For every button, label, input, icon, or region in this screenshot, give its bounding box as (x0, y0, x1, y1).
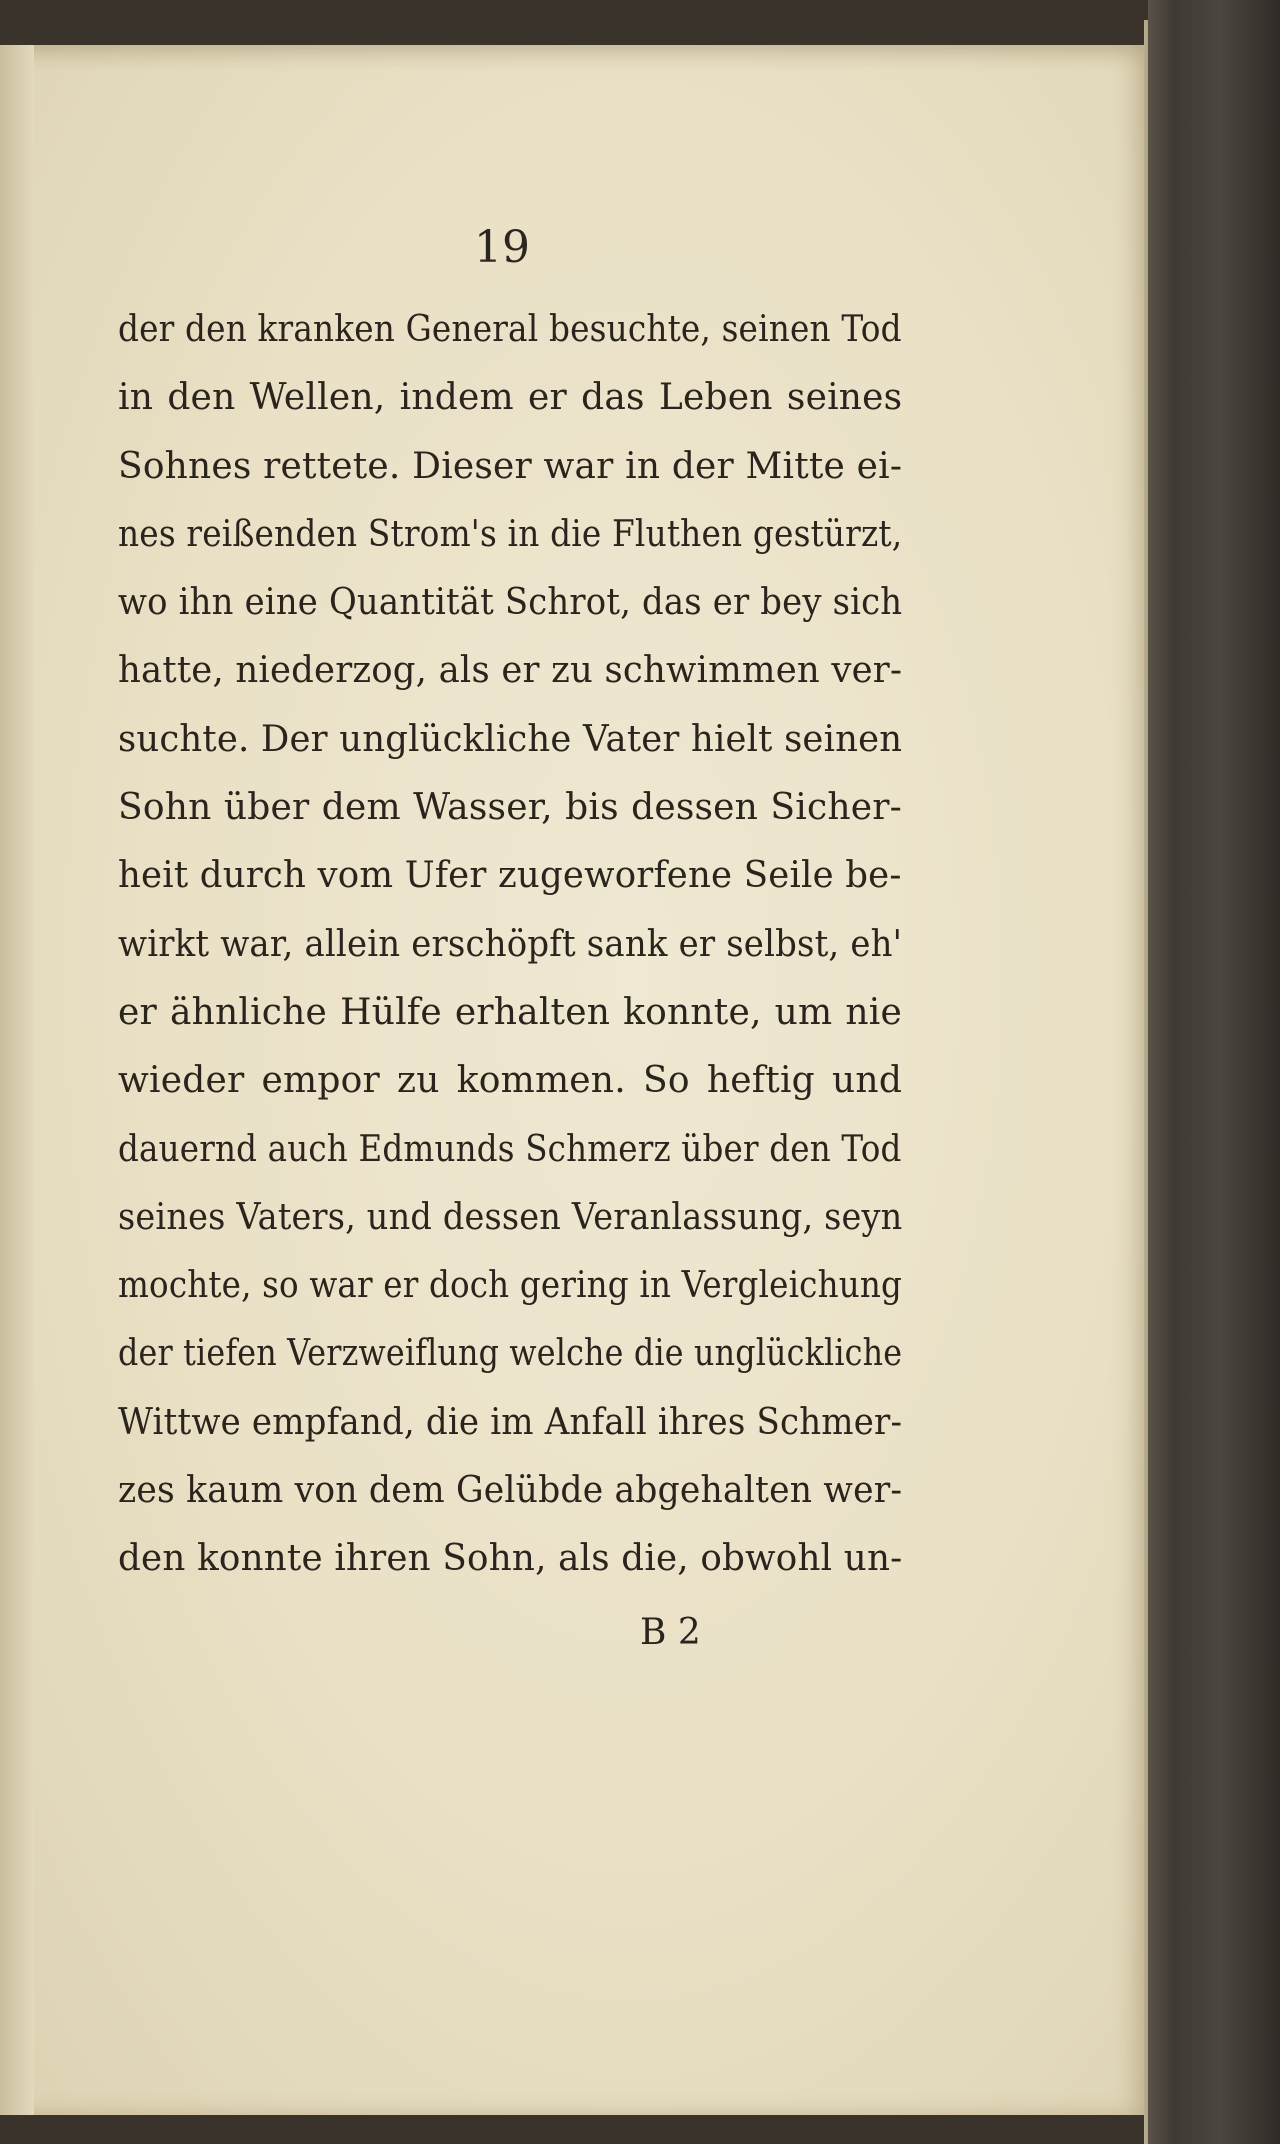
text-line: er ähnliche Hülfe erhalten konnte, um nie (118, 991, 902, 1033)
text-line: wo ihn eine Quantität Schrot, das er bey sich (118, 582, 903, 624)
text-line: wieder empor zu kommen. So heftig und (118, 1060, 903, 1102)
text-line: in den Wellen, indem er das Leben seines (118, 377, 903, 419)
text-line: mochte, so war er doch gering in Vergleichung (118, 1265, 903, 1307)
text-line: den konnte ihren Sohn, als die, obwohl un- (118, 1538, 903, 1580)
text-line: dauernd auch Edmunds Schmerz über den Tod (118, 1128, 902, 1170)
text-line: der den kranken General besuchte, seinen Tod (118, 309, 902, 350)
text-line: hatte, niederzog, als er zu schwimmen ver- (118, 650, 903, 692)
signature-mark: B 2 (640, 1612, 701, 1653)
text-line: heit durch vom Ufer zugeworfene Seile be- (118, 855, 902, 897)
page-gutter (0, 45, 34, 2115)
text-line: suchte. Der unglückliche Vater hielt seinen (118, 718, 903, 760)
text-line: Wittwe empfand, die im Anfall ihres Schmer- (118, 1401, 903, 1443)
text-line: wirkt war, allein erschöpft sank er selbst, eh' (118, 923, 903, 965)
text-line: zes kaum von dem Gelübde abgehalten wer- (118, 1470, 903, 1512)
book-cover-edge (1148, 0, 1280, 2144)
text-line: seines Vaters, und dessen Veranlassung, seyn (118, 1196, 903, 1238)
text-line: nes reißenden Strom's in die Fluthen gestürzt, (118, 513, 903, 555)
text-line: Sohnes rettete. Dieser war in der Mitte ei- (118, 445, 903, 487)
text-line: Sohn über dem Wasser, bis dessen Sicher- (118, 787, 902, 829)
text-line: der tiefen Verzweiflung welche die unglückliche (118, 1333, 903, 1375)
body-text (118, 296, 902, 1594)
page-number: 19 (474, 222, 530, 273)
